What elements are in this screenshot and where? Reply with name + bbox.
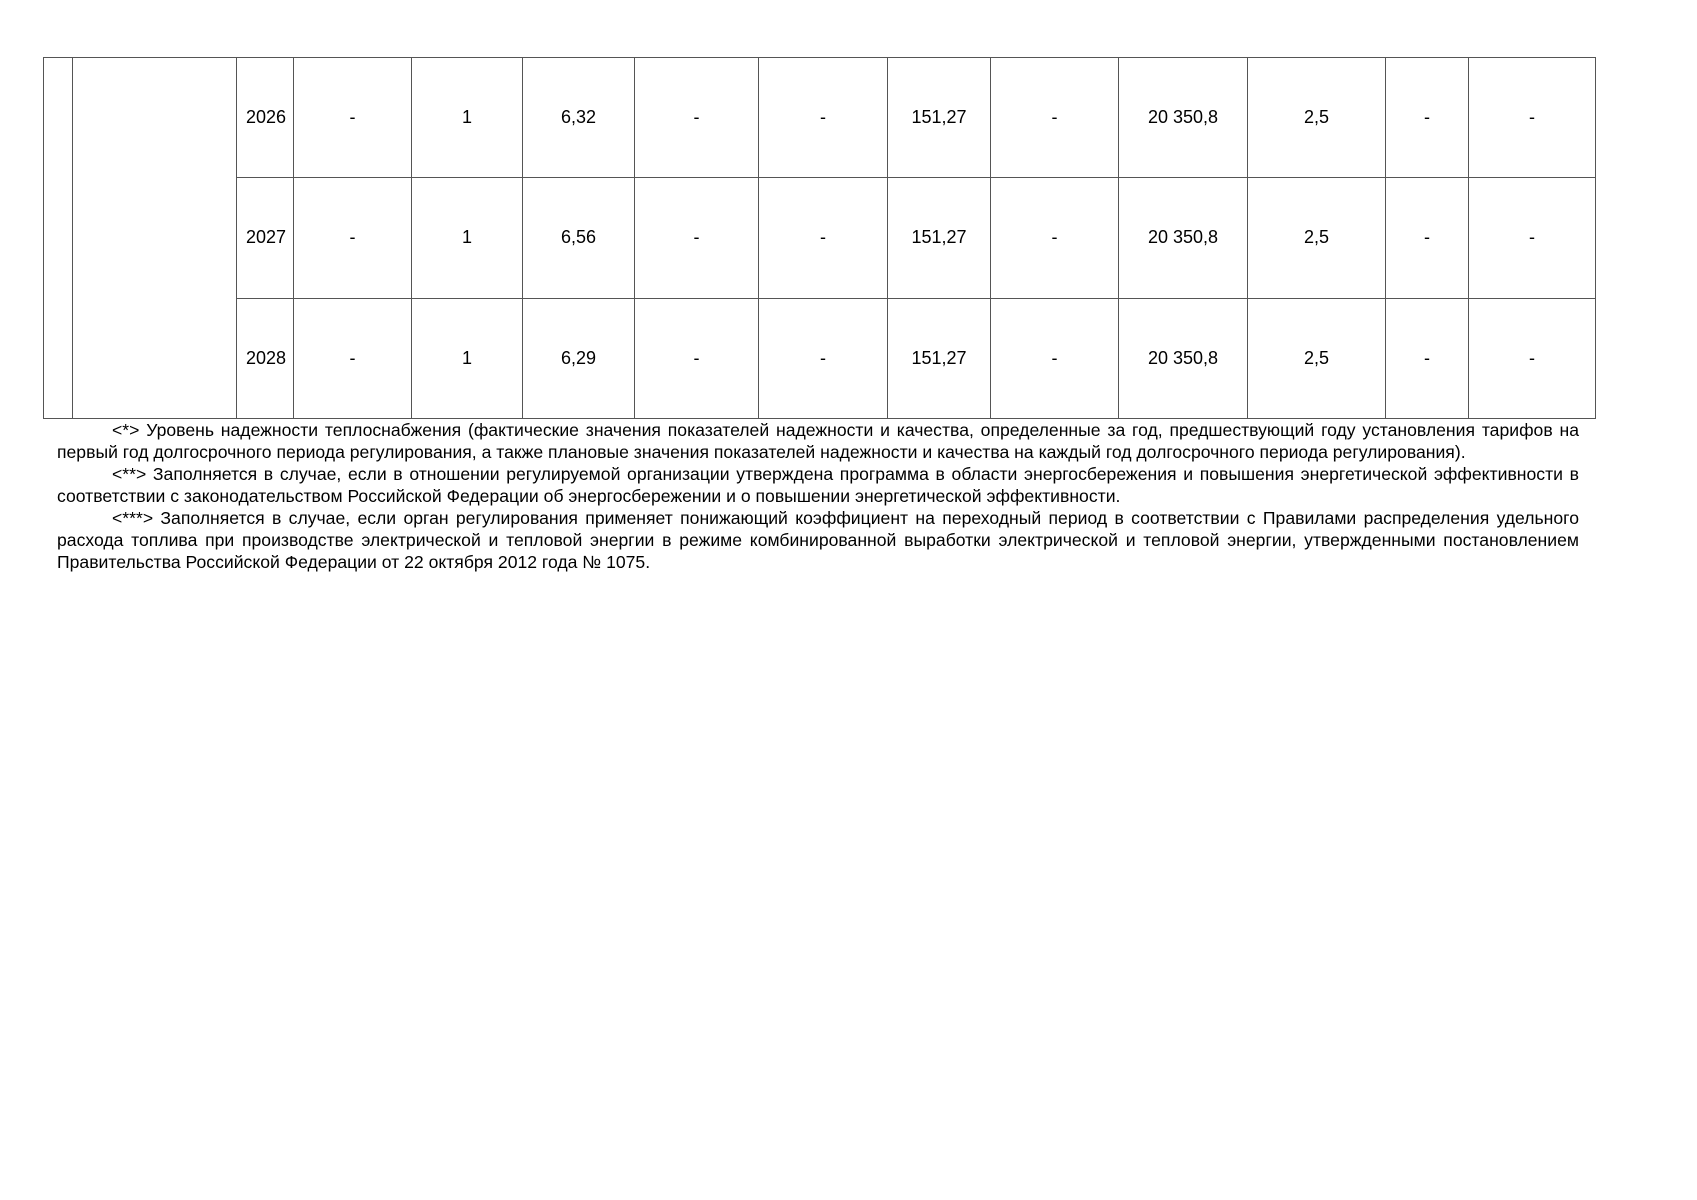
table-cell: 20 350,8 <box>1119 58 1248 178</box>
year-cell: 2028 <box>237 298 294 418</box>
table-cell: 151,27 <box>888 298 991 418</box>
table-cell: - <box>1386 298 1469 418</box>
footnotes <box>57 419 1579 573</box>
table-cell: - <box>1386 58 1469 178</box>
table-row <box>44 298 1596 418</box>
table-cell: - <box>991 58 1119 178</box>
table-cell: 1 <box>412 178 523 298</box>
table-cell: - <box>759 178 888 298</box>
table-cell: - <box>635 178 759 298</box>
table-cell: - <box>294 298 412 418</box>
table-cell: 6,56 <box>523 178 635 298</box>
footnote-reduction-coefficient: <***> Заполняется в случае, если орган регулирования применяет понижающий коэффициент на переходный период в соответствии с Правилами распределения удельного расхода топлива при производстве электрической и тепловой энергии в режиме комбинированной выработки электрической и тепловой энергии, утвержденными постановлением Правительства Российской Федерации от 22 октября 2012 года № 1075. <box>57 508 1579 572</box>
year-cell: 2026 <box>237 58 294 178</box>
table-row <box>44 58 1596 178</box>
table-cell: 20 350,8 <box>1119 298 1248 418</box>
table-cell: 6,32 <box>523 58 635 178</box>
table-cell: - <box>1469 298 1596 418</box>
indicators-table <box>43 57 1596 419</box>
table-cell: - <box>1469 178 1596 298</box>
merged-number-cell <box>44 58 73 419</box>
table-cell: 20 350,8 <box>1119 178 1248 298</box>
footnote-energy-saving: <**> Заполняется в случае, если в отношении регулируемой организации утверждена программа в области энергосбережения и повышения энергетической эффективности в соответствии с законодательством Российской Федерации об энергосбережении и о повышении энергетической эффективности. <box>57 464 1579 506</box>
table-cell: 151,27 <box>888 58 991 178</box>
table-cell: 2,5 <box>1248 178 1386 298</box>
table-cell: - <box>759 58 888 178</box>
table-cell: - <box>1469 58 1596 178</box>
table-cell: 1 <box>412 298 523 418</box>
table-cell: 2,5 <box>1248 58 1386 178</box>
table-cell: - <box>1386 178 1469 298</box>
table-cell: 1 <box>412 58 523 178</box>
table-cell: - <box>294 178 412 298</box>
table-cell: - <box>635 58 759 178</box>
table-cell: - <box>635 298 759 418</box>
table-cell: 6,29 <box>523 298 635 418</box>
table-cell: - <box>991 298 1119 418</box>
table-cell: - <box>991 178 1119 298</box>
table-cell: - <box>759 298 888 418</box>
table-cell: 2,5 <box>1248 298 1386 418</box>
merged-name-cell <box>73 58 237 419</box>
footnote-reliability: <*> Уровень надежности теплоснабжения (фактические значения показателей надежности и качества, определенные за год, предшествующий году установления тарифов на первый год долгосрочного периода регулирования, а также плановые значения показателей надежности и качества на каждый год долгосрочного периода регулирования). <box>57 420 1579 462</box>
year-cell: 2027 <box>237 178 294 298</box>
table-cell: - <box>294 58 412 178</box>
table-cell: 151,27 <box>888 178 991 298</box>
table-row <box>44 178 1596 298</box>
